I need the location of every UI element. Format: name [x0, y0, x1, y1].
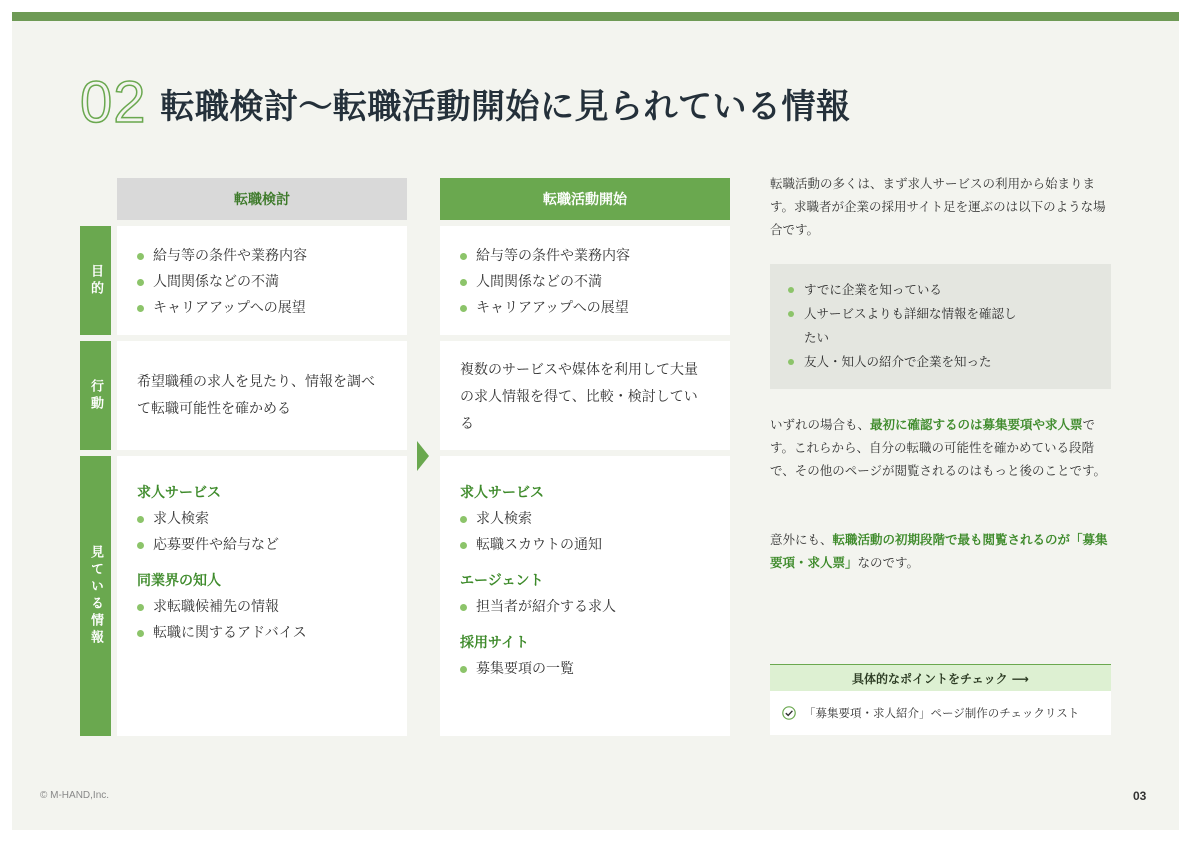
cases-box	[770, 264, 1111, 389]
info-list	[137, 506, 387, 558]
list-item: 友人・知人の紹介で企業を知った	[788, 350, 1095, 374]
top-accent-bar	[12, 12, 1179, 21]
list-item: 応募要件や給与など	[137, 532, 387, 558]
list-item: キャリアアップへの展望	[460, 295, 710, 321]
list-item: 給与等の条件や業務内容	[137, 243, 387, 269]
list-item: 担当者が紹介する求人	[460, 594, 710, 620]
info-list	[460, 506, 710, 558]
list-item: 求転職候補先の情報	[137, 594, 387, 620]
purpose-cell-consideration	[117, 226, 407, 335]
list-item: 人間関係などの不満	[460, 269, 710, 295]
list-item: 募集要項の一覧	[460, 656, 710, 682]
column-header-consideration: 転職検討	[117, 178, 407, 220]
list-item: 転職に関するアドバイス	[137, 620, 387, 646]
info-list	[137, 594, 387, 646]
list-item: すでに企業を知っている	[788, 278, 1095, 302]
action-cell-consideration	[117, 341, 407, 450]
page-title: 転職検討〜転職活動開始に見られている情報	[160, 86, 851, 127]
action-text: 希望職種の求人を見たり、情報を調べて転職可能性を確かめる	[137, 374, 375, 417]
checklist-item-label: 「募集要項・求人紹介」ページ制作のチェックリスト	[804, 706, 1080, 720]
column-header-job-hunt-start: 転職活動開始	[440, 178, 730, 220]
row-label-info: 見ている情報	[80, 456, 111, 736]
purpose-list	[137, 243, 387, 321]
row-label-purpose: 目的	[80, 226, 111, 335]
info-cell-job-hunt	[440, 456, 730, 736]
info-heading: 求人サービス	[137, 485, 221, 501]
copyright: © M-HAND,Inc.	[40, 790, 110, 801]
cases-list	[788, 278, 1095, 374]
list-item: 求人検索	[137, 506, 387, 532]
info-heading: 求人サービス	[460, 485, 544, 501]
page-number: 03	[1133, 789, 1147, 803]
list-item: 給与等の条件や業務内容	[460, 243, 710, 269]
purpose-list	[460, 243, 710, 321]
info-heading: 同業界の知人	[137, 573, 221, 589]
check-circle-icon	[782, 706, 796, 720]
checklist-header: 具体的なポイントをチェック ⟶	[770, 664, 1111, 691]
info-heading: 採用サイト	[460, 635, 530, 651]
row-label-action: 行動	[80, 341, 111, 450]
list-item: 転職スカウトの通知	[460, 532, 710, 558]
page-header	[80, 70, 851, 135]
info-list	[460, 656, 710, 682]
info-heading: エージェント	[460, 573, 544, 589]
arrow-right-icon	[417, 441, 429, 471]
section-number: 02	[80, 70, 147, 135]
emphasis-paragraph: 意外にも、転職活動の初期段階で最も閲覧されるのが「募集要項・求人票」なのです。	[770, 532, 1108, 570]
list-item: 求人検索	[460, 506, 710, 532]
checklist-link[interactable]	[770, 691, 1111, 735]
conclusion-paragraph: いずれの場合も、最初に確認するのは募集要項や求人票です。これらから、自分の転職の可能性を確かめている段階で、その他のページが閲覧されるのはもっと後のことです。	[770, 417, 1107, 478]
highlight-text: 最初に確認するのは募集要項や求人票	[870, 417, 1083, 432]
action-cell-job-hunt	[440, 341, 730, 450]
highlight-text: 転職活動の初期段階で最も閲覧されるのが「募集要項・求人票」	[770, 532, 1108, 570]
purpose-cell-job-hunt	[440, 226, 730, 335]
list-item: 人サービスよりも詳細な情報を確認したい	[788, 302, 1095, 350]
list-item: キャリアアップへの展望	[137, 295, 387, 321]
info-cell-consideration	[117, 456, 407, 736]
info-list	[460, 594, 710, 620]
list-item: 人間関係などの不満	[137, 269, 387, 295]
intro-paragraph: 転職活動の多くは、まず求人サービスの利用から始まります。求職者が企業の採用サイト足を運ぶのは以下のような場合です。	[770, 176, 1106, 237]
action-text: 複数のサービスや媒体を利用して大量の求人情報を得て、比較・検討している	[460, 362, 698, 432]
